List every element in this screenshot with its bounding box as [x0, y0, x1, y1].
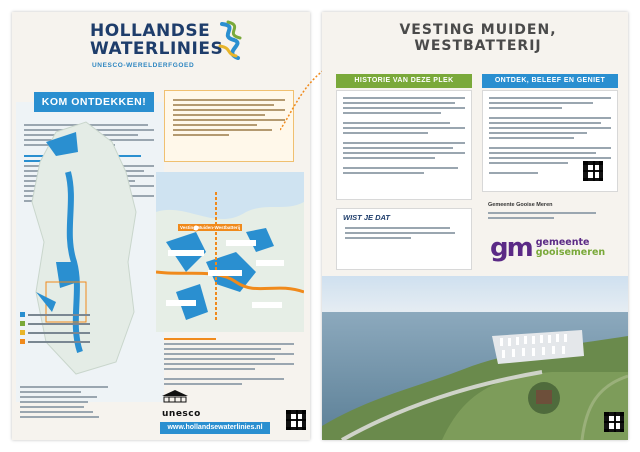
map-label-muiden: Vesting Muiden-Westbatterij [180, 225, 241, 230]
intro-title: KOM ONTDEKKEN! [34, 92, 154, 112]
unesco-emblem [162, 390, 232, 420]
partner-name: Gemeente Gooise Meren [488, 202, 553, 208]
facts-list [16, 384, 154, 436]
orange-box-text [173, 99, 285, 139]
logo-line1: HOLLANDSE [90, 21, 211, 41]
hollandse-waterlinies-logo [90, 20, 250, 80]
qr-code-icon [583, 161, 603, 181]
gooise-meren-logo [490, 232, 610, 264]
gm-word2: gooisemeren [535, 247, 606, 258]
right-page [322, 12, 628, 440]
gm-mark: gm [490, 233, 532, 263]
map-legend [20, 312, 90, 352]
orange-info-box [164, 90, 294, 162]
detail-map [156, 172, 304, 332]
wist-je-dat-box [336, 208, 472, 270]
map-caption-text [164, 338, 294, 388]
qr-code-icon [286, 410, 306, 430]
swirl-logo-icon [216, 20, 246, 60]
logo-line2: WATERLINIES [90, 39, 224, 59]
gm-word1: gemeente [535, 237, 590, 248]
title-line1: VESTING MUIDEN, [399, 22, 557, 38]
aerial-photo [322, 276, 628, 440]
logo-subtitle: UNESCO-WERELDERFGOED [92, 62, 195, 69]
discover-heading: ONTDEK, BELEEF EN GENIET [482, 74, 618, 88]
history-heading: HISTORIE VAN DEZE PLEK [336, 74, 472, 88]
wist-je-dat-heading: WIST JE DAT [343, 213, 390, 222]
unesco-temple-icon [162, 390, 188, 404]
discover-text-box [482, 90, 618, 192]
history-text-box [336, 90, 472, 200]
page-title [378, 22, 578, 54]
unesco-label: unesco [162, 409, 201, 419]
website-link[interactable]: www.hollandsewaterlinies.nl [160, 422, 270, 434]
title-line2: WESTBATTERIJ [414, 38, 542, 54]
qr-code-icon [604, 412, 624, 432]
left-page [12, 12, 310, 440]
